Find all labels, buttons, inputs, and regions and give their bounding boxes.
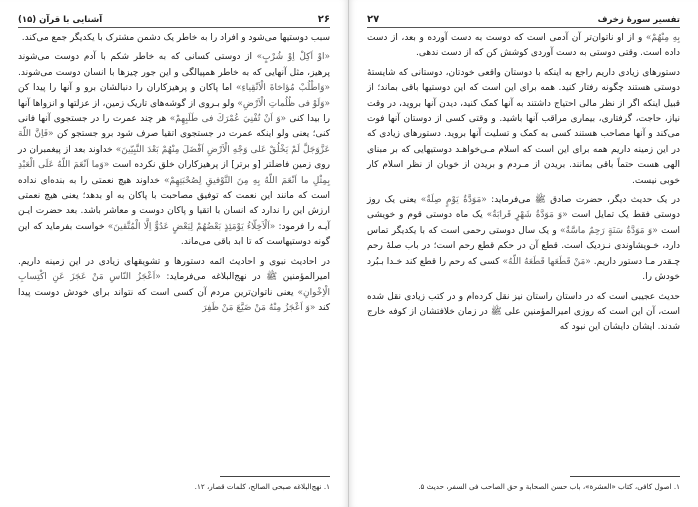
quote-text: «وَ مَوَدَّةُ شَهْرٍ قَرابَةٌ» [486, 210, 568, 221]
body-text-run: یعنی یک روز دوستی فقط یک تمایل است [367, 195, 681, 221]
body-text-run: در یک حدیث دیگر، حضرت صادق ﷺ می‌فرماید: [486, 195, 680, 206]
body-text-run: خداوند بعد از پیغمبران در روی زمین فاضلتر [و برتر] از پرهیزکاران خلق نکرده است [18, 144, 330, 171]
paragraph [367, 66, 680, 189]
left-body-text [18, 31, 330, 316]
right-footnote: ۱. اصول کافی، کتاب «العشرة»، باب حسن الصحابة و حق الصاحب فی السفر، حدیث ۵. [418, 482, 680, 491]
quote-text: «اوْ اَکِلْ اِوْ شُرْبٍ» [256, 52, 330, 63]
quote-text: بِهِ مِنْهُمْ» [645, 33, 680, 43]
footnote-divider [570, 476, 680, 477]
quote-text: «فَاِنَّ اللّهَ عَزَّوَجَلَّ لَمْ يَخْلُقْ عَلى وَجْهِ الْاَرْضِ اَفْضَلَ مِنْهُمْ بَعْدَ النَّبِيّينَ» [18, 129, 331, 155]
body-text-run: هر چند عمرت را در جستجوی آنها فانی کنی؛ یعنی ولو اینکه عمرت در جستجوی اتقیا صرف شود برو جستجو کن [18, 114, 330, 140]
paragraph [367, 31, 680, 62]
body-text-run: یک ماه دوستی قوم و خویشی است [367, 210, 680, 236]
body-text-run: از دوستی کسانی که به خاطر شکم با آدم دوست می‌شوند پرهیز، مثل آنهایی که به خاطر همپیالگی و این جور چیزها با انسان دوست می‌شوند. [18, 52, 330, 78]
body-text-run: دستورهای زیادی داریم راجع به اینکه با دوستان واقعی خودتان، دوستانی که شایستهٔ دوستی هستند چگونه رفتار کنید. همه برای این است که این دوستیها باقی بماند؛ از قبیل اینکه اگر از نظر مالی احتیاج داشتند به آنها کمک کنید، دیدن آنها بروید، در وقت نیاز، حاجت، گرفتاری، بیماری مراقب آنها باشید. و وقتی کسی از دوستان آنها فوت می‌کند و آنها مصاحب هستند کسی به کمک و تسلیت آنها بروید. دستورهای زیادی که در این زمینه داریم همه برای این است که اسلام مـی‌خواهـد دوستیهایی که بر مبنای الهی هست حتماً باقی بمانند. بریدن از مـردم و بریدن از خوبان از نظر اسلام کار خوبی نیست. [367, 67, 680, 186]
right-running-head [367, 7, 680, 28]
right-running-title: تفسیر سورهٔ زخرف [597, 15, 680, 25]
paragraph [367, 290, 680, 336]
body-text-run: کسی که رحم را قطع کند خـدا بـبُرد خودش را. [367, 256, 680, 283]
left-running-head [18, 7, 330, 28]
body-text-run: سبب دوستیها می‌شود و افراد را به خاطر یک دشمن مشترک با یکدیگر جمع می‌کند. [21, 33, 330, 43]
left-page-number: ۲۶ [317, 14, 330, 25]
right-body-text [367, 31, 680, 336]
quote-text: «اَعْجَزُ النّاسِ مَنْ عَجَزَ عَنِ اكْتِسابِ الْاِخْوانِ» [18, 272, 330, 298]
left-running-title: آشنایی با قرآن (۱۵) [18, 15, 103, 25]
right-page-number: ۲۷ [367, 14, 380, 25]
left-footnote: ۱. نهج‌البلاغه صبحی الصالح، کلمات قصار، ۱۲. [194, 482, 330, 491]
body-text-run: در احادیث نبوی و احادیث ائمه دستورها و تشویقهای زیادی در این زمینه داریم. امیرالمؤمنین ﷺ در نهج‌البلاغه می‌فرماید: [18, 256, 330, 283]
body-text-run: یعنی ناتوان‌ترین مردم آن کسی است که نتواند برای خودش دوست پیدا کند [18, 287, 330, 313]
quote-text: «وَ اَنْ تُفْنِيَ عُمْرَكَ فى طَلَبِهِمْ» [169, 114, 287, 125]
body-text-run: ولو بـروی از گوشه‌های تاریک زمین، از عزلتها و انزواها آنها را بیدا کنی [18, 98, 330, 125]
paragraph [18, 255, 330, 317]
body-text-run: اما پاکان و پرهیزکاران را دنبالشان برو و آنها را پیدا کن [18, 83, 236, 94]
paragraph [367, 193, 680, 285]
quote-text: «وَ اَعْجَزُ مِنْهُ مَنْ ضَيَّعَ مَنْ ظَفِرَ [202, 302, 316, 313]
body-text-run: خداوند هیچ نعمتی را به بنده‌ای نداده است که مانند این نعمت که توفیق مصاحبت با پاکان به او بدهد؛ یعنی هیچ نعمتی ارزش این را ندارد که انسان با اتقیا و پاکان دوست و معاشر باشد. بعد حضرت ایـن آیـه را فرمود: [18, 175, 330, 232]
quote-text: «وَاطْلُبْ مُؤاخاةَ الْاَتْقِياءِ» [235, 83, 330, 94]
quote-text: «مَنْ قَطَعَها قَطَعَهُ اللّهُ» [502, 256, 591, 267]
body-text-run: خواست بفرماید که این گونه دوستیهاست که تا ابد باقی می‌ماند. [18, 221, 330, 248]
quote-text: «وَلَوْ فى ظُلُماتِ الْاَرْضِ» [237, 98, 331, 109]
body-text-run: و یک سال دوستی رحمی است که با یکدیگر تماس دارد، خـویشاوندی نـزدیک است. قطع آن در حکم قطع رحم است؛ در باب صلهٔ رحم چـقدر مـا دستور داریم. [367, 225, 681, 267]
body-text-run: و از او ناتوان‌تر آن آدمی است که دوست به دست آورده و بعد، از دست داده است. وقتی دوستی به دست آوردی کوشش کن که از دست ندهی. [367, 33, 680, 59]
quote-text: «مَوَدَّةُ يَوْمٍ صِلَةٌ» [420, 195, 487, 206]
footnote-divider [220, 476, 330, 477]
quote-text: «اَلْاَخِلّاءُ يَوْمَئِذٍ بَعْضُهُمْ لِبَعْضٍ عَدُوٌّ اِلَّا الْمُتَّقينَ» [107, 221, 276, 232]
quote-text: «وَ مَوَدَّةُ سَنَةٍ رَحِمٌ ماسَّةٌ» [560, 225, 658, 236]
right-page [349, 0, 698, 507]
quote-text: «وَما اَنْعَمَ اللّهُ عَلَى الْعَبْدِ بِمِثْلِ ما اَنْعَمَ اللّهُ بِهِ مِنَ التَّوْفيقِ لِصُحْبَتِهِمْ» [18, 160, 331, 186]
paragraph [18, 50, 330, 250]
body-text-run: حدیث عجیبی است که در داستان راستان نیز نقل کرده‌ام و در کتب زیادی نقل شده است، آن این است که روزی امیرالمؤمنین علی ﷺ در زمان خلافتشان از کوفه خارج شدند. ایشان دایشان این نبود که [367, 291, 680, 333]
paragraph [18, 31, 330, 46]
